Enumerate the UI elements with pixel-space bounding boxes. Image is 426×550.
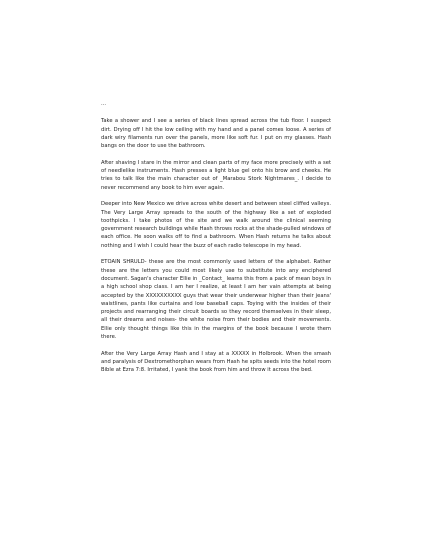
section-marker: ... [101, 101, 107, 107]
paragraph-shower: Take a shower and I see a series of black lines spread across the tub floor. I suspect dirt. Drying off I hit the low ceiling with my hand and a panel comes loose. A series of dark wiry filaments run over the panels, more like soft fur. I put on my glasses. Hash bangs on the door to use the bathroom. [101, 118, 331, 150]
body-text [101, 100, 331, 383]
paragraph-holbrook: After the Very Large Array Hash and I stay at a XXXXX in Holbrook. When the smash and paralysis of Dextromethorphan wears from Hash he spits seeds into the hotel room Bible at Ezra 7:8. Irritated, I yank the book from him and throw it across the bed. [101, 350, 331, 374]
paragraph-etoain-shruld: ETOAIN SHRULD- these are the most commonly used letters of the alphabet. Rather these are the letters you could most likely use to substitute into any enciphered document. Sagan's character Ellie in _Contact_ learns this from a pack of mean boys in a high school shop class. I am her I realize, at least I am her vain attempts at being accepted by the XXXXXXXXXX guys that wear their underwear higher than their jeans' waistlines, pants like curtains and low baseball caps. Toying with the insides of their projects and rearranging their circuit boards so they record themselves in their sleep, all their dreams and noises- the white noise from their bodies and their movements. Ellie only thought things like this in the margins of the book because I wrote them there. [101, 259, 331, 341]
paragraph-new-mexico: Deeper into New Mexico we drive across white desert and between steel cliffed valleys. The Very Large Array spreads to the south of the highway like a set of exploded toothpicks. I take photos of the site and we walk around the clinical seeming government research buildings while Hash throws rocks at the shade-pulled windows of each office. He soon walks off to find a bathroom. When Hash returns he talks about nothing and I wish I could hear the buzz of each radio telescope in my head. [101, 201, 331, 249]
paragraph-shaving: After shaving I stare in the mirror and clean parts of my face more precisely with a set of needlelike instruments. Hash presses a light blue gel onto his brow and cheeks. He tries to talk like the main character out of _Marabou Stork Nightmares_. I decide to never recommend any book to him ever again. [101, 159, 331, 191]
